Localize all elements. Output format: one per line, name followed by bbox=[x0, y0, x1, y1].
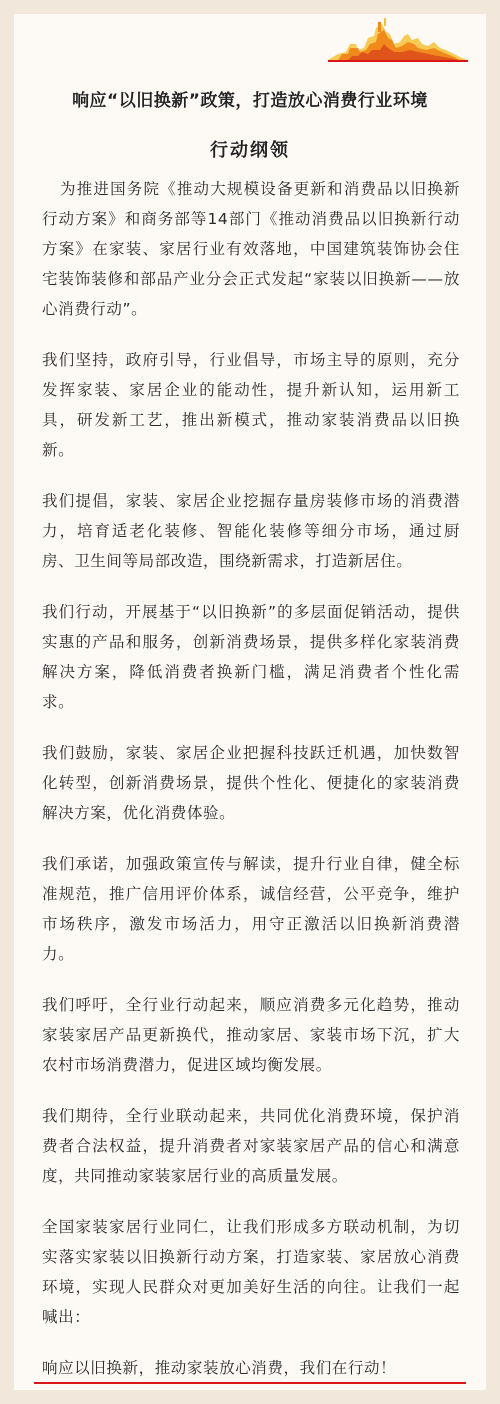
paragraph-encourage: 我们鼓励，家装、家居企业把握科技跃迁机遇，加快数智化转型，创新消费场景，提供个性化、便捷化的家装消费解决方案，优化消费体验。 bbox=[42, 744, 460, 822]
document-subtitle: 行动纲领 bbox=[210, 140, 290, 161]
paragraph-expect: 我们期待，全行业联动起来，共同优化消费环境，保护消费者合法权益，提升消费者对家装家居产品的信心和满意度，共同推动家装家居行业的高质量发展。 bbox=[42, 1107, 460, 1185]
paragraph-slogan: 响应以旧换新，推动家装放心消费，我们在行动！ bbox=[42, 1359, 397, 1377]
paragraph-persist: 我们坚持，政府引导，行业倡导，市场主导的原则，充分发挥家装、家居企业的能动性，提升新认知，运用新工具，研发新工艺，推出新模式，推动家装消费品以旧换新。 bbox=[42, 351, 460, 459]
city-skyline-icon bbox=[328, 14, 468, 62]
paragraph-appeal: 我们呼吁，全行业行动起来，顺应消费多元化趋势，推动家装家居产品更新换代，推动家居、家装市场下沉，扩大农村市场消费潜力，促进区域均衡发展。 bbox=[42, 996, 460, 1074]
header-rule bbox=[328, 60, 468, 62]
document-page bbox=[14, 14, 486, 1390]
paragraph-advocate: 我们提倡，家装、家居企业挖掘存量房装修市场的消费潜力，培育适老化装修、智能化装修等细分市场，通过厨房、卫生间等局部改造，围绕新需求，打造新居住。 bbox=[42, 492, 460, 570]
paragraph-promise: 我们承诺，加强政策宣传与解读，提升行业自律，健全标准规范，推广信用评价体系，诚信经营，公平竞争，维护市场秩序，激发市场活力，用守正激活以旧换新消费潜力。 bbox=[42, 855, 460, 963]
paragraph-intro: 为推进国务院《推动大规模设备更新和消费品以旧换新行动方案》和商务部等14部门《推动消费品以旧换新行动方案》在家装、家居行业有效落地，中国建筑装饰协会住宅装饰装修和部品产业分会正式发起“家装以旧换新——放心消费行动”。 bbox=[42, 180, 460, 318]
paragraph-colleagues: 全国家装家居行业同仁，让我们形成多方联动机制，为切实落实家装以旧换新行动方案，打造家装、家居放心消费环境，实现人民群众对更加美好生活的向往。让我们一起喊出： bbox=[42, 1218, 460, 1326]
document-body bbox=[42, 174, 460, 1404]
paragraph-action: 我们行动，开展基于“以旧换新”的多层面促销活动，提供实惠的产品和服务，创新消费场景，提供多样化家装消费解决方案，降低消费者换新门槛，满足消费者个性化需求。 bbox=[42, 603, 460, 711]
footer-rule bbox=[34, 1382, 466, 1384]
document-title: 响应“以旧换新”政策，打造放心消费行业环境 bbox=[72, 91, 428, 111]
